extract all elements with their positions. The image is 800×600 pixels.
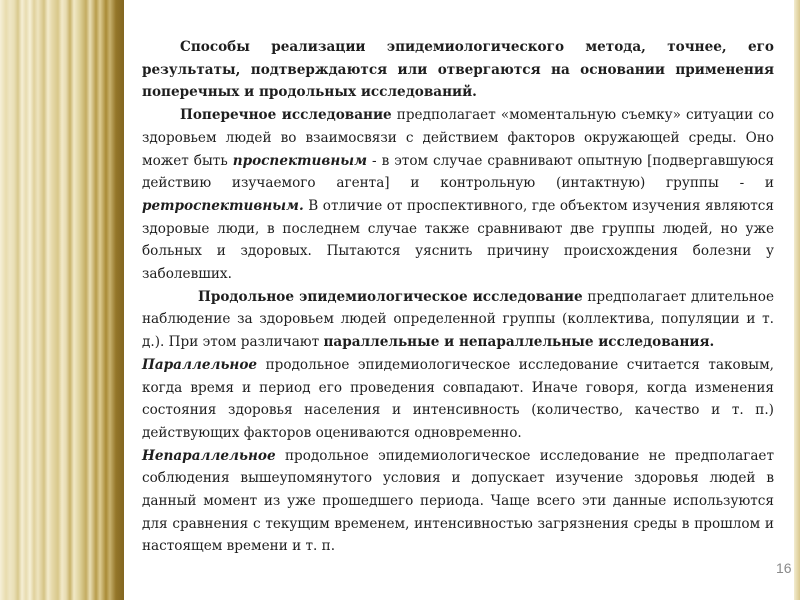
paragraph-text: предполагает «моментальную съемку» ситуации со здоровьем людей во взаимосвязи с действием факторов окружающей среды. Оно может быть	[142, 107, 775, 169]
longitudinal-paragraph	[142, 286, 774, 354]
paragraph-text: В отличие от проспективного, где объектом изучения являются здоровые люди, в последнем случае также сравнивают две группы людей, но уже больных и здоровых. Пытаются уяснить причину происхождения болезни у заболевших.	[142, 197, 774, 283]
term-retrospective: ретроспективным.	[142, 197, 304, 214]
paragraph-text: предполагает длительное наблюдение за здоровьем людей определенной группы (коллектива, популяции и т. д.). При этом различают	[142, 288, 774, 351]
page-number: 16	[776, 560, 792, 576]
intro-bold-text: Способы реализации эпидемиологического метода, точнее, его результаты, подтверждаются или отвергаются на основании применения поперечных и продольных исследований.	[142, 39, 774, 101]
paragraph-text: продольное эпидемиологическое исследование считается таковым, когда время и период его проведения совпадают. Иначе говоря, когда изменения состояния здоровья населения и интенсивность (количество, качество и т. п.) действующих факторов оцениваются одновременно.	[142, 356, 774, 441]
term-parallel-nonparallel: параллельные и непараллельные исследования.	[323, 334, 715, 351]
term-parallel: Параллельное	[142, 356, 258, 373]
paragraph-text: - в этом случае сравнивают опытную [подвергавшуюся действию изучаемого агента] и контрольную (интактную) группы - и	[142, 152, 774, 192]
decorative-right-edge	[794, 0, 800, 600]
text-body	[142, 36, 774, 558]
term-nonparallel: Непараллельное	[142, 447, 276, 464]
decorative-gold-border	[0, 0, 124, 600]
term-cross-sectional: Поперечное исследование	[180, 107, 392, 124]
nonparallel-paragraph	[142, 445, 774, 559]
parallel-paragraph	[142, 354, 774, 445]
intro-paragraph	[142, 36, 774, 104]
paragraph-text: продольное эпидемиологическое исследование не предполагает соблюдения вышеупомянутого условия и допускает изучение здоровья людей в данный момент из уже прошедшего периода. Чаще всего эти данные используются для сравнения с текущим временем, интенсивностью загрязнения среды в прошлом и настоящем времени и т. п.	[142, 447, 774, 555]
term-longitudinal: Продольное эпидемиологическое исследование	[198, 288, 583, 305]
decorative-border-shade	[108, 0, 124, 600]
cross-sectional-paragraph	[142, 104, 774, 286]
term-prospective: проспективным	[232, 152, 368, 169]
